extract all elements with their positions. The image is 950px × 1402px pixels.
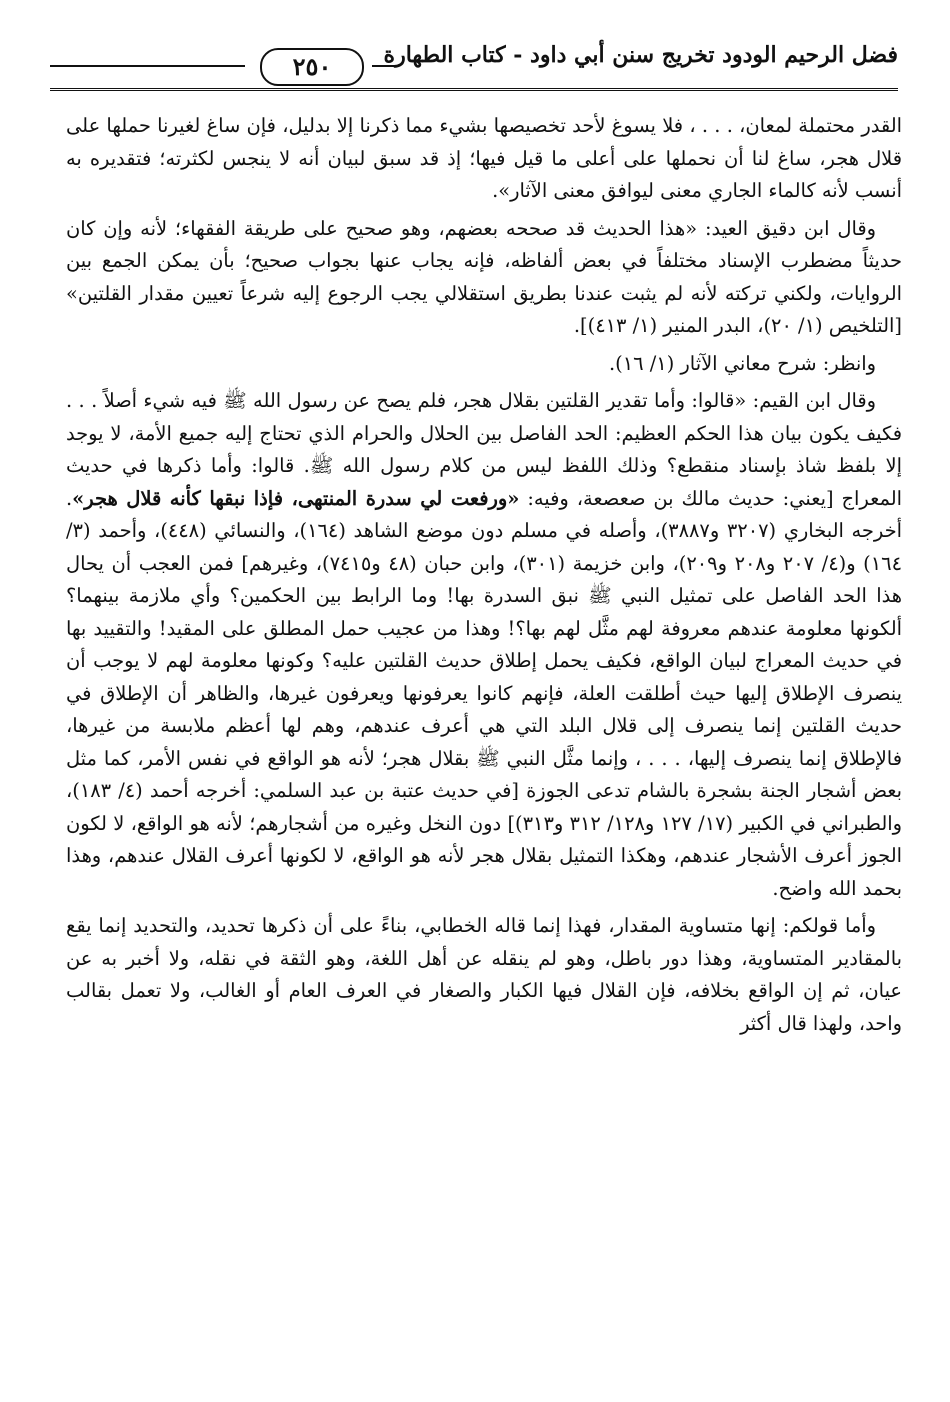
paragraph-2: وقال ابن دقيق العيد: «هذا الحديث قد صححه بعضهم، وهو صحيح على طريقة الفقهاء؛ لأنه وإن كان حديثاً مضطرب الإسناد مختلفاً في بعض ألفاظه، فإنه يجاب عنها بجواب صحيح؛ بأن يمكن الجمع بين الروايات، ولكني تركته لأنه لم يثبت عندنا بطريق استقلالي يجب الرجوع إليه شرعاً تعيين مقدار القلتين» [التلخيص (١/ ٢٠)، البدر المنير (١/ ٤١٣)]. bbox=[66, 216, 902, 337]
book-title: فضل الرحيم الودود تخريج سنن أبي داود - كتاب الطهارة bbox=[383, 42, 898, 68]
hadith-quote-bold: «ورفعت لي سدرة المنتهى، فإذا نبقها كأنه قلال هجر» bbox=[72, 486, 520, 510]
header-double-rule bbox=[50, 88, 898, 91]
paragraph-3: وانظر: شرح معاني الآثار (١/ ١٦). bbox=[609, 351, 876, 375]
running-header bbox=[50, 38, 898, 88]
paragraph-4-text-b: . أخرجه البخاري (٣٢٠٧ و٣٨٨٧)، وأصله في مسلم دون موضع الشاهد (١٦٤)، والنسائي (٤٤٨)، وأحمد (٣/ ١٦٤) و(٤/ ٢٠٧ و٢٠٨ و٢٠٩)، وابن خزيمة (٣٠١)، وابن حبان (٤٨ و٧٤١٥)، وغيرهم] فمن العجب أن يحال هذا الحد الفاصل على تمثيل النبي ﷺ نبق السدرة بها! وما الرابط بين الحكمين؟ وأي ملازمة بينهما؟ ألكونها معلومة عندهم معروفة لهم مثَّل لهم بها؟! وهذا من عجيب حمل المطلق على المقيد! والتقييد بها في حديث المعراج لبيان الواقع، فكيف يحمل إطلاق حديث القلتين عليه؟ وكونها معلومة لهم لا يوجب أن ينصرف الإطلاق إليها حيث أطلقت العلة، فإنهم كانوا يعرفونها ويعرفون غيرها، والظاهر أن الإطلاق في حديث القلتين إنما ينصرف إلى قلال البلد التي هي أعرف عندهم، وهم لها أعظم ملابسة من غيرها، فالإطلاق إنما ينصرف إليها، . . . ، وإنما مثَّل النبي ﷺ بقلال هجر؛ لأنه هو الواقع في نفس الأمر، كما مثل بعض أشجار الجنة بشجرة بالشام تدعى الجوزة [في حديث عتبة بن عبد السلمي: أخرجه أحمد (٤/ ١٨٣)، والطبراني في الكبير (١٧/ ١٢٧ و١٢٨/ ٣١٢ و٣١٣)] دون النخل وغيره من أشجارهم؛ لأنه هو الواقع، لا لكون الجوز أعرف الأشجار عندهم، وهكذا التمثيل بقلال هجر لأنه هو الواقع، لا لكونها أعرف القلال عندهم، وهذا بحمد الله واضح. bbox=[66, 486, 902, 900]
paragraph-4-text-a: وقال ابن القيم: «قالوا: وأما تقدير القلتين بقلال هجر، فلم يصح عن رسول الله ﷺ فيه شيء أصلاً . . . فكيف يكون بيان هذا الحكم العظيم: الحد الفاصل بين الحلال والحرام الذي تحتاج إليه جميع الأمة، لا يوجد إلا بلفظ شاذ بإسناد منقطع؟ وذلك اللفظ ليس من كلام رسول الله ﷺ. قالوا: وأما ذكرها في حديث المعراج [يعني: حديث مالك بن صعصعة، وفيه: bbox=[66, 389, 902, 510]
header-rule-middle bbox=[372, 65, 398, 67]
body-text bbox=[66, 110, 902, 1045]
page-number: ٢٥٠ bbox=[260, 48, 364, 86]
header-rule-left bbox=[50, 65, 245, 67]
paragraph-4 bbox=[66, 385, 902, 905]
paragraph-5: وأما قولكم: إنها متساوية المقدار، فهذا إنما قاله الخطابي، بناءً على أن ذكرها تحديد، والتحديد إنما يقع بالمقادير المتساوية، وهذا دور باطل، وهو لم ينقله عن أهل اللغة، وهو الثقة في نقله، ولا أخبر به عن عيان، ثم إن الواقع بخلافه، فإن القلال فيها الكبار والصغار في العرف العام أو الغالب، ولا تعمل بقالب واحد، ولهذا قال أكثر bbox=[66, 914, 902, 1035]
paragraph-1: القدر محتملة لمعان، . . . ، فلا يسوغ لأحد تخصيصها بشيء مما ذكرنا إلا بدليل، فإن ساغ لغيرنا حملها على قلال هجر، ساغ لنا أن نحملها على أعلى ما قيل فيها؛ إذ قد سبق لبيان أنه لا ينجس لكثرته؛ فتقديره به أنسب لأنه كالماء الجاري معنى ليوافق معنى الآثار». bbox=[66, 114, 902, 202]
